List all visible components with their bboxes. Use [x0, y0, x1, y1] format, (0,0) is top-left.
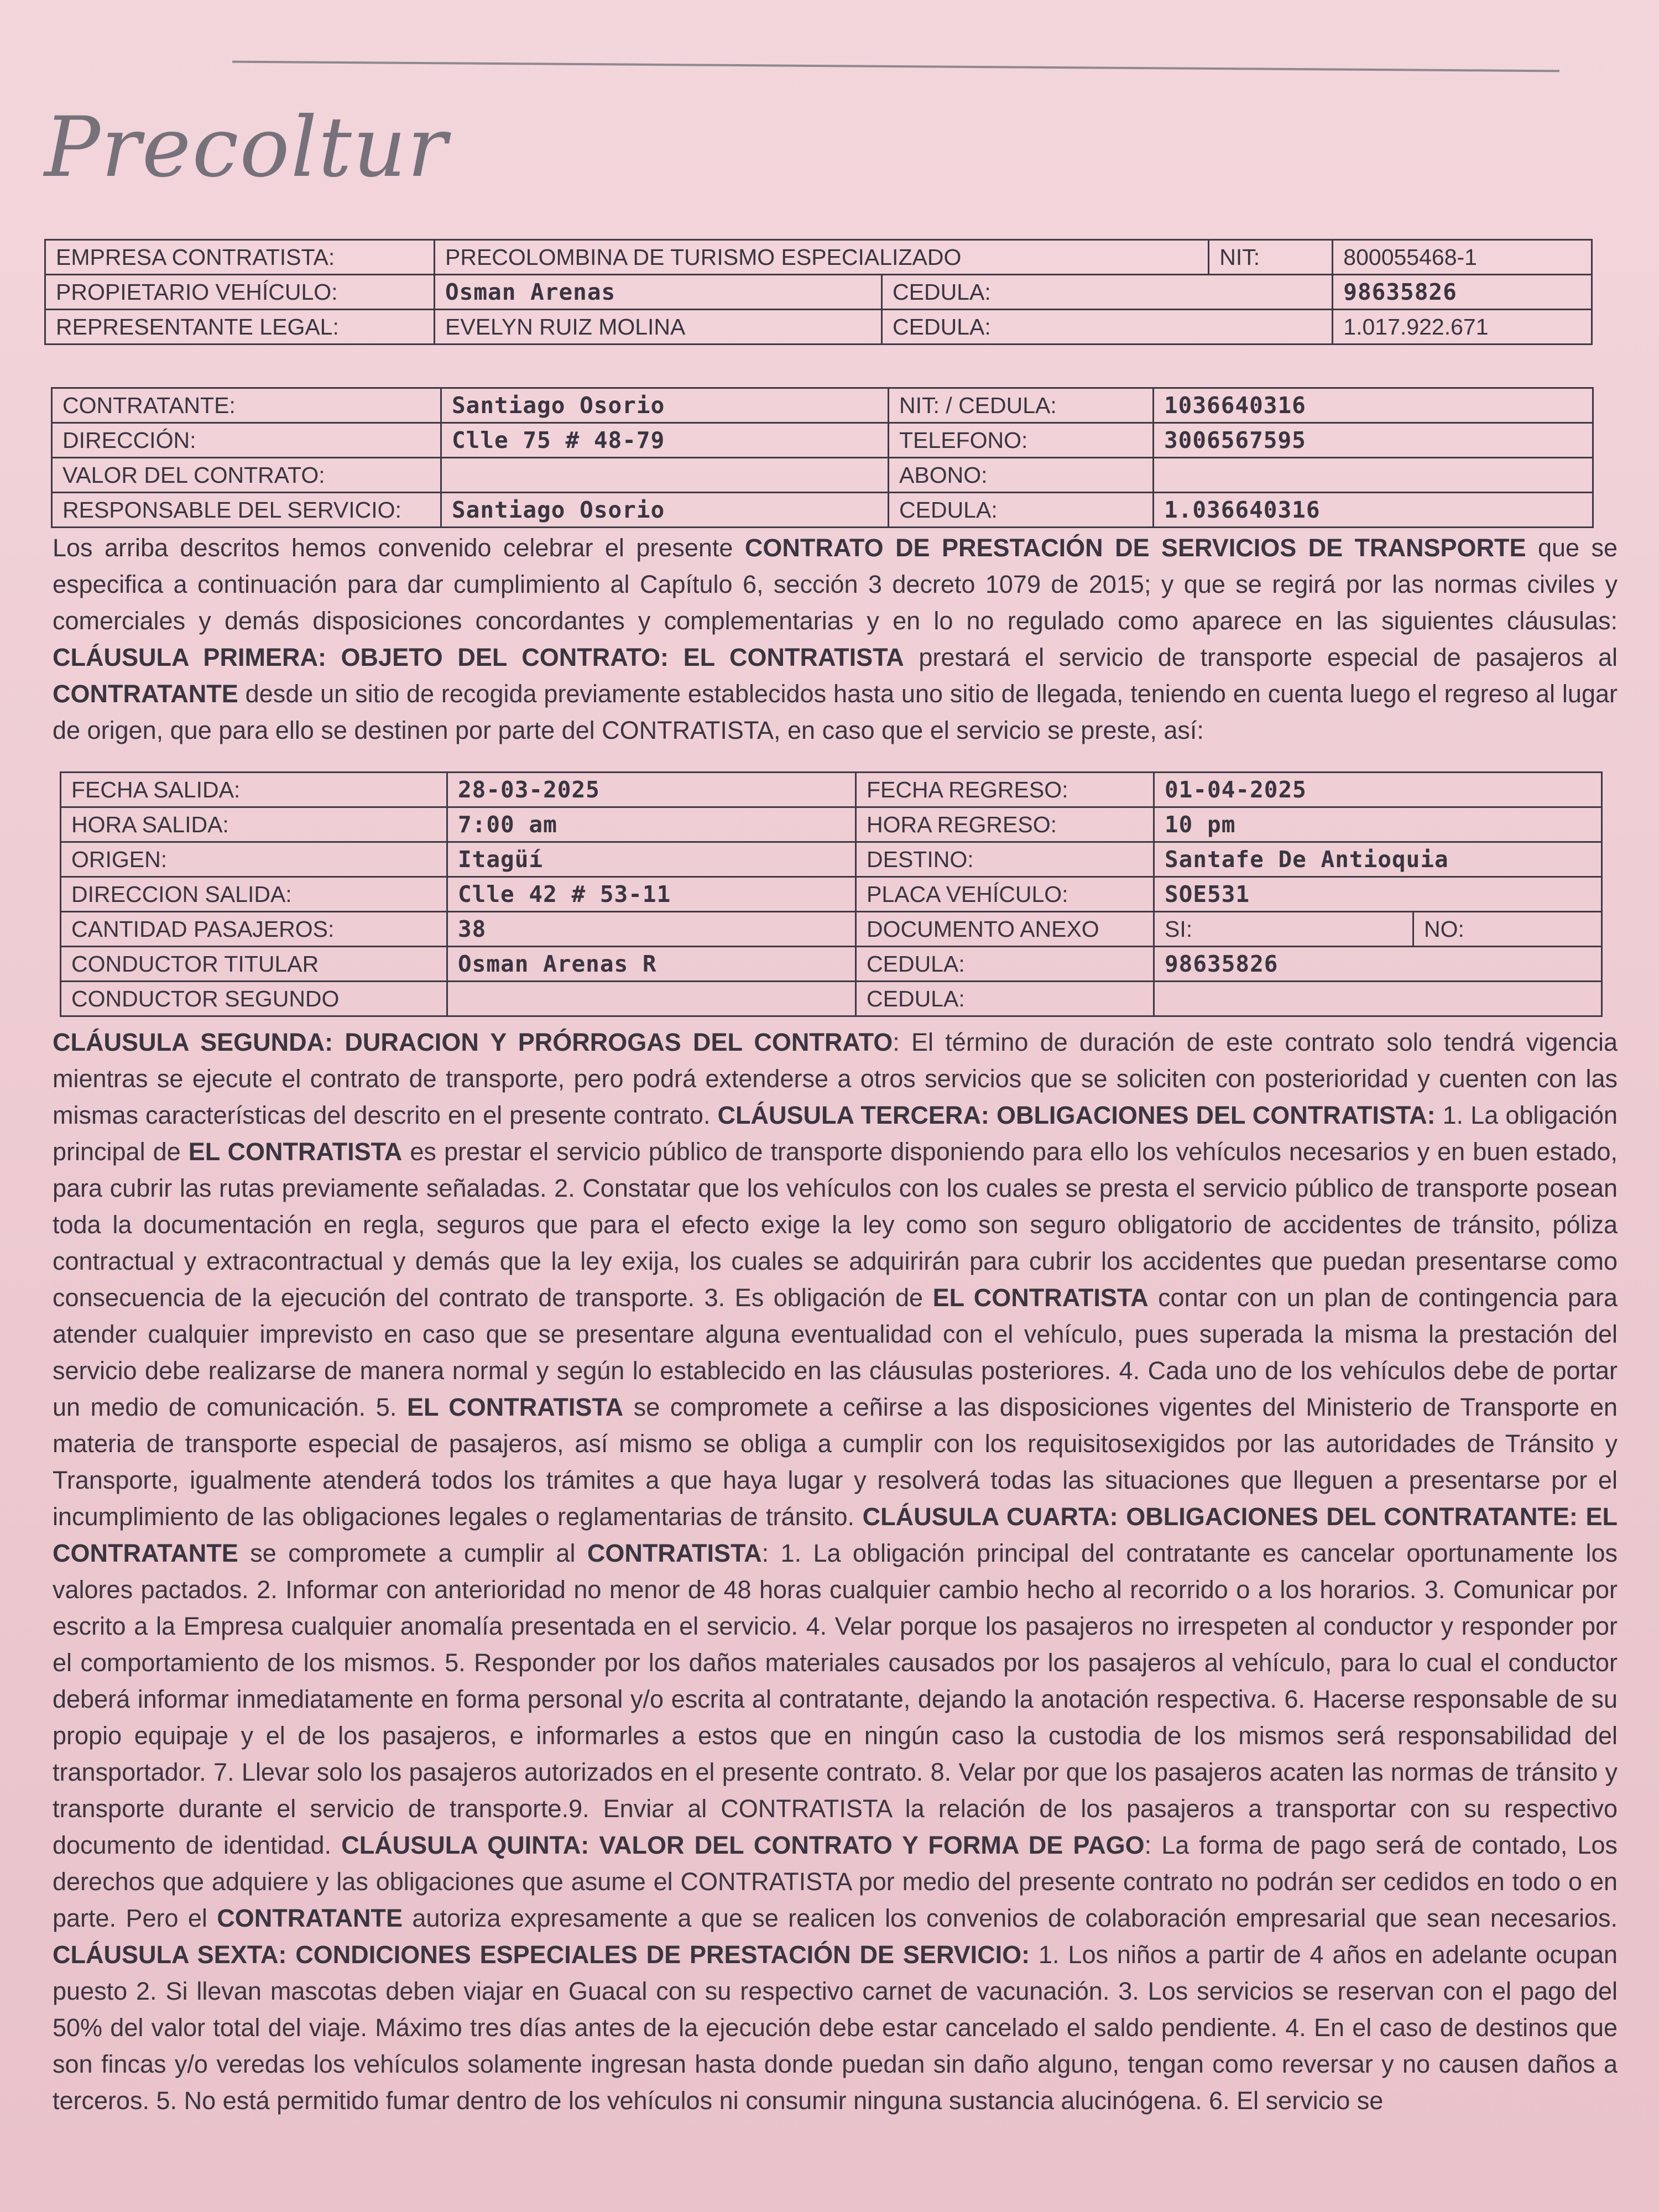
top-divider-line: [232, 61, 1559, 72]
propietario-cedula-value[interactable]: 98635826: [1333, 275, 1592, 310]
representante-cedula-label: CEDULA:: [882, 310, 1333, 345]
cantidad-pasajeros-label: CANTIDAD PASAJEROS:: [61, 912, 447, 947]
clause-text: 1. Los niños a partir de 4 años en adelante ocupan puesto 2. Si llevan mascotas deben viajar en Guacal con su respectivo carnet de vacunación. 3. Los servicios se reservan con el pago del 50% del valor total del viaje. Máximo tres días antes de la ejecución debe estar cancelado el saldo pendiente. 4. En el caso de destinos que son fincas y/o veredas los vehículos solamente ingresan hasta donde puedan sin daño alguno, tengan como reversar y no causen daños a terceros. 5. No está permitido fumar dentro de los vehículos ni consumir ninguna sustancia alucinógena. 6. El servicio se: [53, 1940, 1618, 2115]
hora-salida-label: HORA SALIDA:: [61, 807, 447, 842]
contratista-bold: CONTRATISTA: [587, 1539, 762, 1567]
intro-text: Los arriba descritos hemos convenido celebrar el presente: [53, 534, 745, 562]
intro-text: que se especifica a continuación para dar cumplimiento al Capítulo 6, sección 3 decreto 1079 de 2015; y que se regirá por las normas civiles y comerciales y demás disposiciones concordantes y complementarias y en lo no regulado como aparece en las siguientes cláusulas:: [53, 534, 1618, 635]
nit-cedula-label: NIT: / CEDULA:: [889, 388, 1154, 423]
contratante-label: CONTRATANTE:: [52, 388, 441, 423]
empresa-value: PRECOLOMBINA DE TURISMO ESPECIALIZADO: [435, 240, 1209, 275]
telefono-value[interactable]: 3006567595: [1154, 423, 1593, 458]
representante-label: REPRESENTANTE LEGAL:: [45, 310, 435, 345]
clause-fourth-title: CLÁUSULA CUARTA: OBLIGACIONES DEL CONTRATANTE: EL CONTRATANTE: [53, 1503, 1618, 1567]
clause-text: : 1. La obligación principal del contratante es cancelar oportunamente los valores pactados. 2. Informar con anterioridad no menor de 48 horas cualquier cambio hecho al recorrido o a los horarios. 3. Comunicar por escrito a la Empresa cualquier anomalía presentada en el servicio. 4. Velar porque los pasajeros no irrespeten al conductor y responder por el comportamiento de los mismos. 5. Responder por los daños materiales causados por los pasajeros al vehículo, para lo cual el conductor deberá informar inmediatamente en forma personal y/o escrita al contratante, dejando la anotación respectiva. 6. Hacerse responsable de su propio equipaje y el de los pasajeros, e informarles a estos que en ningún caso la custodia de los mismos será responsabilidad del transportador. 7. Llevar solo los pasajeros autorizados en el presente contrato. 8. Velar por que los pasajeros acaten las normas de tránsito y transporte durante el servicio de transporte.9. Enviar al CONTRATISTA la relación de los pasajeros a transportar con su respectivo documento de identidad.: [53, 1539, 1618, 1859]
clause-third-title: CLÁUSULA TERCERA: OBLIGACIONES DEL CONTRATISTA:: [717, 1101, 1436, 1129]
trip-details-table: [60, 771, 1603, 1017]
table-row: [52, 388, 1593, 423]
origen-label: ORIGEN:: [61, 842, 447, 877]
clause-text: se compromete a cumplir al: [238, 1539, 587, 1567]
fecha-regreso-value[interactable]: 01-04-2025: [1154, 773, 1602, 807]
valor-contrato-value[interactable]: [441, 458, 889, 493]
table-row: [61, 912, 1602, 947]
clause-text: : El término de duración de este contrato solo tendrá vigencia mientras se ejecute el contrato de transporte, pero podrá extenderse a otros servicios que se soliciten con posterioridad y cuenten con las mismas características del descrito en el presente contrato.: [53, 1028, 1618, 1129]
table-row: [61, 947, 1602, 982]
responsable-cedula-value[interactable]: 1.036640316: [1154, 493, 1593, 528]
contratista-bold: EL CONTRATISTA: [932, 1284, 1149, 1312]
intro-text: desde un sitio de recogida previamente establecidos hasta uno sitio de llegada, teniendo en cuenta luego el regreso al lugar de origen, que para ello se destinen por parte del CONTRATISTA, en caso que el servicio se preste, así:: [53, 680, 1618, 744]
documento-no-checkbox[interactable]: NO:: [1413, 912, 1602, 947]
company-info-table: [44, 239, 1593, 345]
responsable-cedula-label: CEDULA:: [889, 493, 1154, 528]
contratante-value[interactable]: Santiago Osorio: [441, 388, 889, 423]
clause-first-title: CLÁUSULA PRIMERA: OBJETO DEL CONTRATO: EL CONTRATISTA: [53, 643, 904, 671]
table-row: [61, 773, 1602, 807]
clause-text: se compromete a ceñirse a las disposiciones vigentes del Ministerio de Transporte en materia de transporte especial de pasajeros, así mismo se obliga a cumplir con los requisitosexigidos por las autoridades de Tránsito y Transporte, igualmente atenderá todos los trámites a que haya lugar y resolverá todas las situaciones que lleguen a presentarse por el incumplimiento de las obligaciones legales o reglamentarias de tránsito.: [53, 1393, 1618, 1531]
hora-regreso-value[interactable]: 10 pm: [1154, 807, 1602, 842]
clause-sixth-title: CLÁUSULA SEXTA: CONDICIONES ESPECIALES DE PRESTACIÓN DE SERVICIO:: [53, 1940, 1030, 1969]
clause-text: 1. La obligación principal de: [53, 1101, 1618, 1166]
clauses-body: [53, 1024, 1618, 2119]
hora-salida-value[interactable]: 7:00 am: [447, 807, 856, 842]
telefono-label: TELEFONO:: [889, 423, 1154, 458]
nit-cedula-value[interactable]: 1036640316: [1154, 388, 1593, 423]
clause-second-title: CLÁUSULA SEGUNDA: DURACION Y PRÓRROGAS DEL CONTRATO: [53, 1028, 893, 1056]
propietario-value[interactable]: Osman Arenas: [435, 275, 882, 310]
contratante-bold: CONTRATANTE: [53, 680, 238, 708]
client-info-table: [51, 387, 1594, 528]
clause-text: : La forma de pago será de contado, Los derechos que adquiere y las obligaciones que asume el CONTRATISTA por medio del presente contrato no podrán ser cedidos en todo o en parte. Pero el: [53, 1831, 1618, 1932]
conductor-segundo-cedula-label: CEDULA:: [856, 982, 1154, 1016]
abono-label: ABONO:: [889, 458, 1154, 493]
table-row: [52, 493, 1593, 528]
clause-text: autoriza expresamente a que se realicen los convenios de colaboración empresarial que sean necesarios.: [403, 1904, 1618, 1932]
conductor-segundo-cedula-value[interactable]: [1154, 982, 1602, 1016]
conductor-titular-cedula-value[interactable]: 98635826: [1154, 947, 1602, 982]
contratante-bold: CONTRATANTE: [217, 1904, 403, 1932]
placa-label: PLACA VEHÍCULO:: [856, 877, 1154, 912]
table-row: [52, 423, 1593, 458]
nit-label: NIT:: [1209, 240, 1333, 275]
abono-value[interactable]: [1154, 458, 1593, 493]
conductor-segundo-value[interactable]: [447, 982, 856, 1016]
table-row: [45, 310, 1592, 345]
nit-value: 800055468-1: [1333, 240, 1592, 275]
clause-text: es prestar el servicio público de transporte disponiendo para ello los vehículos necesarios y en buen estado, para cubrir las rutas previamente señaladas. 2. Constatar que los vehículos con los cuales se presta el servicio público de transporte posean toda la documentación en regla, seguros que para el efecto exige la ley como son seguro obligatorio de accidentes de tránsito, póliza contractual y extracontractual y demás que la ley exija, los cuales se adquirirán para cubrir los accidentes que puedan presentarse como consecuencia de la ejecución del contrato de transporte. 3. Es obligación de: [53, 1138, 1618, 1312]
origen-value[interactable]: Itagüí: [447, 842, 856, 877]
hora-regreso-label: HORA REGRESO:: [856, 807, 1154, 842]
documento-si-checkbox[interactable]: SI:: [1154, 912, 1413, 947]
intro-text: prestará el servicio de transporte especial de pasajeros al: [904, 643, 1618, 671]
propietario-cedula-label: CEDULA:: [882, 275, 1333, 310]
responsable-label: RESPONSABLE DEL SERVICIO:: [52, 493, 441, 528]
table-row: [61, 842, 1602, 877]
responsable-value[interactable]: Santiago Osorio: [441, 493, 889, 528]
destino-value[interactable]: Santafe De Antioquia: [1154, 842, 1602, 877]
clause-fifth-title: CLÁUSULA QUINTA: VALOR DEL CONTRATO Y FORMA DE PAGO: [341, 1831, 1145, 1859]
fecha-regreso-label: FECHA REGRESO:: [856, 773, 1154, 807]
direccion-salida-label: DIRECCION SALIDA:: [61, 877, 447, 912]
conductor-titular-cedula-label: CEDULA:: [856, 947, 1154, 982]
documento-anexo-label: DOCUMENTO ANEXO: [856, 912, 1154, 947]
table-row: [61, 877, 1602, 912]
empresa-label: EMPRESA CONTRATISTA:: [45, 240, 435, 275]
fecha-salida-label: FECHA SALIDA:: [61, 773, 447, 807]
table-row: [45, 240, 1592, 275]
contratista-bold: EL CONTRATISTA: [406, 1393, 624, 1421]
representante-cedula-value: 1.017.922.671: [1333, 310, 1592, 345]
clause-text: contar con un plan de contingencia para atender cualquier imprevisto en caso que se presentare alguna eventualidad con el vehículo, pues superada la misma la prestación del servicio debe realizarse de manera normal y según lo establecido en las cláusulas posteriores. 4. Cada uno de los vehículos debe de portar un medio de comunicación. 5.: [53, 1284, 1618, 1421]
company-logo: Precoltur: [44, 100, 448, 196]
intro-paragraph: [53, 530, 1618, 749]
conductor-titular-value[interactable]: Osman Arenas R: [447, 947, 856, 982]
direccion-salida-value[interactable]: Clle 42 # 53-11: [447, 877, 856, 912]
cantidad-pasajeros-value[interactable]: 38: [447, 912, 856, 947]
contratista-bold: EL CONTRATISTA: [188, 1138, 403, 1166]
propietario-label: PROPIETARIO VEHÍCULO:: [45, 275, 435, 310]
table-row: [61, 982, 1602, 1016]
conductor-segundo-label: CONDUCTOR SEGUNDO: [61, 982, 447, 1016]
fecha-salida-value[interactable]: 28-03-2025: [447, 773, 856, 807]
valor-contrato-label: VALOR DEL CONTRATO:: [52, 458, 441, 493]
placa-value[interactable]: SOE531: [1154, 877, 1602, 912]
table-row: [61, 807, 1602, 842]
direccion-label: DIRECCIÓN:: [52, 423, 441, 458]
contract-type-bold: CONTRATO DE PRESTACIÓN DE SERVICIOS DE TRANSPORTE: [744, 534, 1526, 562]
direccion-value[interactable]: Clle 75 # 48-79: [441, 423, 889, 458]
representante-value: EVELYN RUIZ MOLINA: [435, 310, 882, 345]
table-row: [45, 275, 1592, 310]
destino-label: DESTINO:: [856, 842, 1154, 877]
conductor-titular-label: CONDUCTOR TITULAR: [61, 947, 447, 982]
table-row: [52, 458, 1593, 493]
